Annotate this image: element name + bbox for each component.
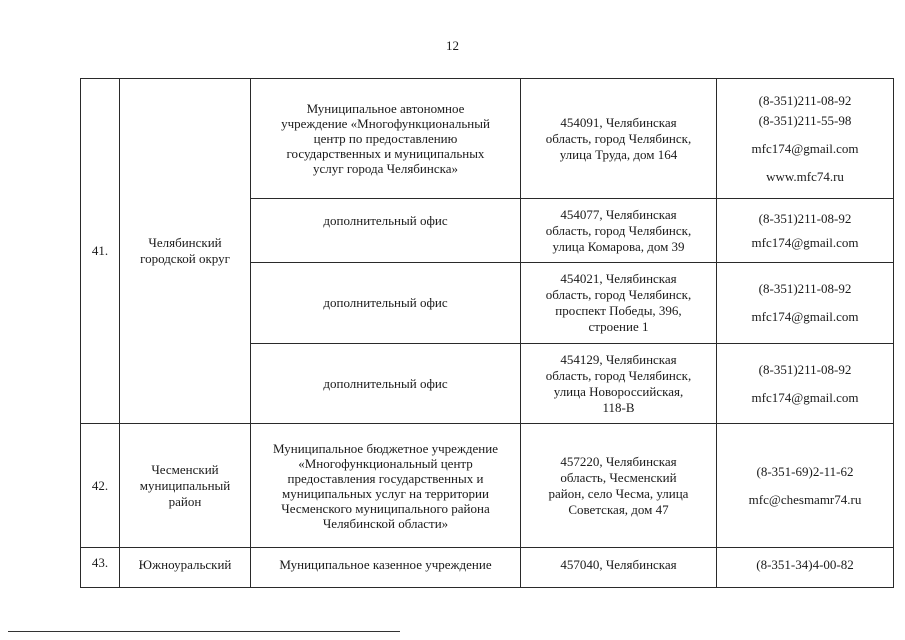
footnote-rule — [8, 631, 400, 632]
contacts-cell — [717, 344, 894, 424]
row-number: 43. — [81, 548, 120, 588]
district-cell: Южноуральский — [120, 548, 251, 588]
institution-name-cell: Муниципальное казенное учреждение — [251, 548, 521, 588]
page-number: 12 — [446, 38, 459, 53]
contacts-cell — [717, 79, 894, 199]
address-cell: 454091, Челябинская область, город Челябинск, улица Труда, дом 164 — [521, 79, 717, 199]
address-cell: 454077, Челябинская область, город Челябинск, улица Комарова, дом 39 — [521, 199, 717, 263]
institution-name-cell: Муниципальное бюджетное учреждение «Многофункциональный центр предоставления государственных и муниципальных услуг на территории Чесменского муниципального района Челябинской области» — [251, 424, 521, 548]
address-cell: 457040, Челябинская — [521, 548, 717, 588]
website-link[interactable]: www.mfc74.ru — [766, 168, 844, 184]
contacts-cell — [717, 199, 894, 263]
email-link[interactable]: mfc174@gmail.com — [751, 140, 859, 156]
phone: (8-351)211-08-92 — [758, 92, 852, 108]
phone: (8-351)211-08-92 — [758, 281, 852, 296]
phone: (8-351)211-08-92 — [758, 361, 852, 377]
phone: (8-351-69)2-11-62 — [756, 463, 854, 479]
address-cell: 454129, Челябинская область, город Челябинск, улица Новороссийская, 118-В — [521, 344, 717, 424]
email-link[interactable]: mfc@chesmamr74.ru — [748, 491, 862, 507]
email-link[interactable]: mfc174@gmail.com — [751, 309, 859, 324]
institution-name-cell: дополнительный офис — [251, 344, 521, 424]
address-cell: 454021, Челябинская область, город Челябинск, проспект Победы, 396, строение 1 — [521, 263, 717, 344]
contacts-cell — [717, 263, 894, 344]
row-number: 42. — [81, 424, 120, 548]
district-cell: Челябинский городской округ — [120, 79, 251, 424]
phone: (8-351)211-08-92 — [758, 210, 852, 226]
mfc-registry-table — [80, 78, 894, 588]
institution-name-cell: дополнительный офис — [251, 199, 521, 263]
institution-name-cell: Муниципальное автономное учреждение «Многофункциональный центр по предоставлению государственных и муниципальных услуг города Челябинска» — [251, 79, 521, 199]
email-link[interactable]: mfc174@gmail.com — [751, 234, 859, 250]
address-cell: 457220, Челябинская область, Чесменский район, село Чесма, улица Советская, дом 47 — [521, 424, 717, 548]
district-cell: Чесменский муниципальный район — [120, 424, 251, 548]
table-row — [81, 424, 894, 548]
contacts-cell — [717, 548, 894, 588]
table-row — [81, 79, 894, 199]
contacts-cell — [717, 424, 894, 548]
institution-name-cell: дополнительный офис — [251, 263, 521, 344]
email-link[interactable]: mfc174@gmail.com — [751, 389, 859, 405]
phone: (8-351-34)4-00-82 — [756, 557, 854, 572]
phone: (8-351)211-55-98 — [758, 112, 852, 128]
row-number: 41. — [81, 79, 120, 424]
table-row — [81, 548, 894, 588]
